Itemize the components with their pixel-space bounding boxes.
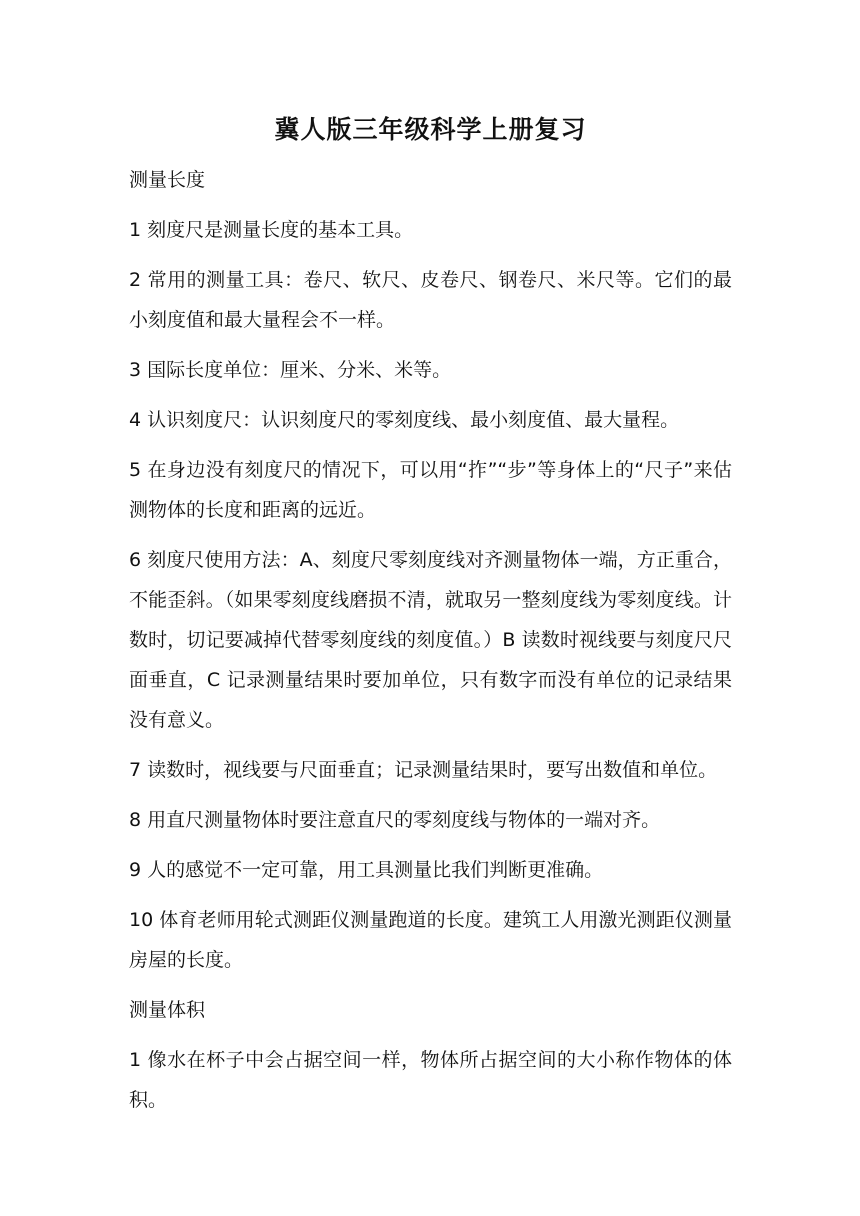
section-heading-length: 测量长度	[129, 169, 206, 191]
list-item: 7 读数时，视线要与尺面垂直；记录测量结果时，要写出数值和单位。	[129, 759, 718, 781]
list-item: 6 刻度尺使用方法：A、刻度尺零刻度线对齐测量物体一端，方正重合，不能歪斜。（如果零刻度线磨损不清，就取另一整刻度线为零刻度线。计数时，切记要减掉代替零刻度线的刻度值。）B 读数时视线要与刻度尺尺面垂直，C 记录测量结果时要加单位，只有数字而没有单位的记录结果没有意义。	[129, 549, 732, 731]
list-item: 1 像水在杯子中会占据空间一样，物体所占据空间的大小称作物体的体积。	[129, 1049, 732, 1111]
section-heading-volume: 测量体积	[129, 999, 206, 1021]
list-item: 10 体育老师用轮式测距仪测量跑道的长度。建筑工人用激光测距仪测量房屋的长度。	[129, 909, 732, 971]
list-item: 5 在身边没有刻度尺的情况下，可以用“拃”“步”等身体上的“尺子”来估测物体的长度和距离的远近。	[129, 459, 732, 521]
document-title: 冀人版三年级科学上册复习	[274, 115, 587, 144]
section-measure-volume	[129, 990, 732, 1120]
list-item: 1 刻度尺是测量长度的基本工具。	[129, 219, 414, 241]
list-item: 2 常用的测量工具：卷尺、软尺、皮卷尺、钢卷尺、米尺等。它们的最小刻度值和最大量程会不一样。	[129, 269, 732, 331]
list-item: 3 国际长度单位：厘米、分米、米等。	[129, 359, 452, 381]
document-body	[129, 110, 732, 1130]
section-measure-length	[129, 160, 732, 980]
list-item: 4 认识刻度尺：认识刻度尺的零刻度线、最小刻度值、最大量程。	[129, 409, 680, 431]
list-item: 8 用直尺测量物体时要注意直尺的零刻度线与物体的一端对齐。	[129, 809, 661, 831]
list-item: 9 人的感觉不一定可靠，用工具测量比我们判断更准确。	[129, 859, 604, 881]
